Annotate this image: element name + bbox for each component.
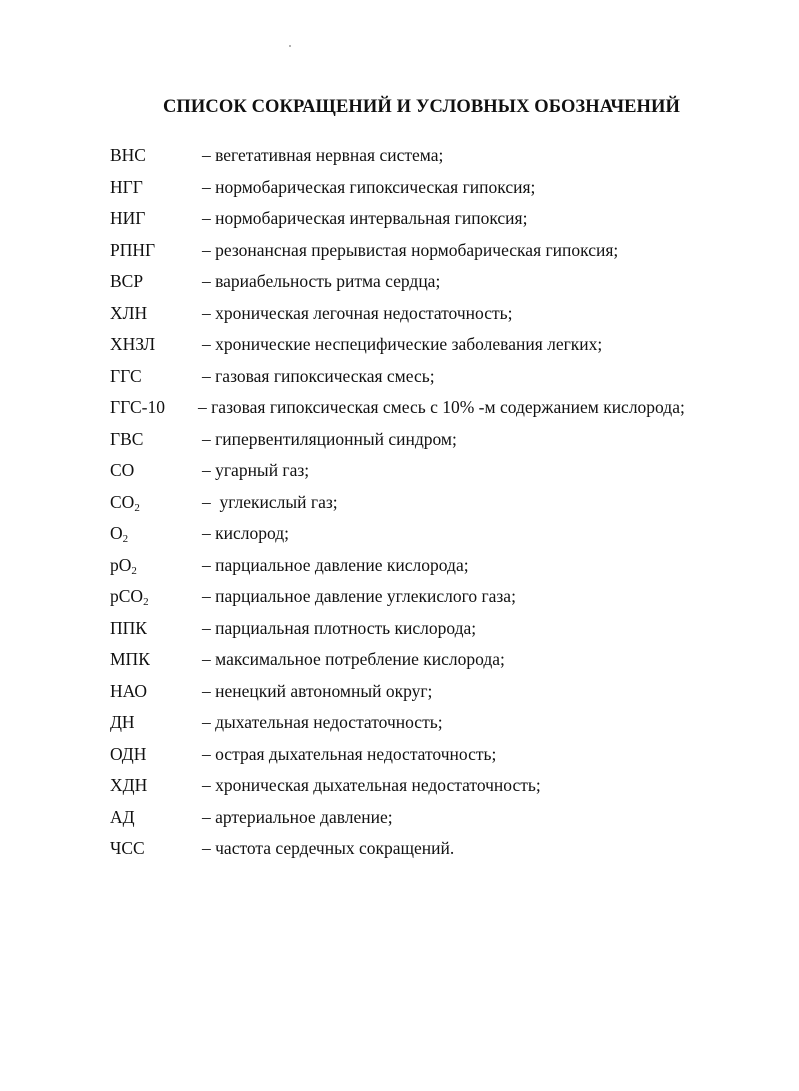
list-item [110,802,770,834]
list-item [110,235,770,267]
term-subscript: 2 [134,501,140,514]
term-subscript: 2 [131,564,137,577]
abbreviation-definition: – углекислый газ; [202,491,338,512]
abbreviation-term [110,518,128,550]
list-item [110,266,770,298]
term-base: СО [110,491,135,512]
page-title: СПИСОК СОКРАЩЕНИЙ И УСЛОВНЫХ ОБОЗНАЧЕНИЙ [162,97,681,117]
abbreviation-term: ГГС-10 [110,397,166,417]
abbreviation-term: ГВС [110,428,144,449]
abbreviation-definition: – дыхательная недостаточность; [202,712,443,732]
list-item [110,172,770,204]
abbreviation-definition: – ненецкий автономный округ; [202,680,433,701]
list-item [110,424,770,456]
abbreviation-definition: – резонансная прерывистая нормобарическая гипоксия; [202,239,619,260]
abbreviation-term: ХЛН [110,302,148,323]
abbreviation-definition: – парциальное давление углекислого газа; [202,586,516,606]
abbreviation-term: НГГ [110,176,143,197]
abbreviation-term: ДН [110,712,135,732]
term-subscript: 2 [143,596,149,608]
abbreviation-list [110,140,770,865]
list-item [110,676,770,708]
list-item [110,613,770,645]
abbreviation-term: ХДН [110,775,148,795]
abbreviation-definition: – нормобарическая гипоксическая гипоксия; [202,176,536,197]
abbreviation-definition: – кислород; [202,523,290,543]
abbreviation-definition: – газовая гипоксическая смесь; [202,365,435,386]
abbreviation-term: ХНЗЛ [110,334,156,354]
list-item [110,770,770,802]
term-base: рО [110,554,132,575]
list-item [110,550,770,582]
abbreviation-term: СО [110,460,135,480]
term-subscript: 2 [122,533,129,545]
abbreviation-term [110,550,137,582]
list-item [110,644,770,676]
abbreviation-definition: – хроническая дыхательная недостаточность; [202,775,541,795]
abbreviation-term: НАО [110,680,148,701]
abbreviation-term: ППК [110,617,147,638]
list-item [110,298,770,330]
abbreviation-definition: – вариабельность ритма сердца; [202,271,441,291]
list-item [110,361,770,393]
abbreviation-term: АД [110,806,135,827]
abbreviation-term: РПНГ [110,239,156,260]
abbreviation-definition: – нормобарическая интервальная гипоксия; [202,208,528,228]
abbreviation-term [110,487,140,519]
list-item [110,392,770,424]
abbreviation-definition: – гипервентиляционный синдром; [202,428,457,449]
list-item [110,581,770,613]
abbreviation-definition: – артериальное давление; [202,806,393,827]
abbreviation-definition: – угарный газ; [202,460,310,480]
abbreviation-definition: – хронические неспецифические заболевания легких; [202,334,603,354]
abbreviation-definition: – парциальная плотность кислорода; [202,617,477,638]
list-item [110,140,770,172]
abbreviation-term: ГГС [110,365,142,386]
list-item [110,329,770,361]
abbreviation-definition: – острая дыхательная недостаточность; [202,743,497,764]
term-base: рСО [110,586,144,606]
scan-speck [289,45,291,47]
list-item [110,707,770,739]
abbreviation-definition: – вегетативная нервная система; [202,145,444,165]
abbreviation-term: ЧСС [110,838,145,858]
abbreviation-definition: – частота сердечных сокращений. [202,838,455,858]
list-item [110,203,770,235]
abbreviation-term [110,581,149,613]
abbreviation-term: ВСР [110,271,144,291]
abbreviation-definition: – хроническая легочная недостаточность; [202,302,513,323]
abbreviation-term: ВНС [110,145,146,165]
abbreviation-definition: – газовая гипоксическая смесь с 10% -м содержанием кислорода; [198,397,685,417]
abbreviation-definition: – максимальное потребление кислорода; [202,649,505,669]
list-item [110,833,770,865]
abbreviation-term: МПК [110,649,150,669]
term-base: О [110,523,123,543]
list-item [110,739,770,771]
abbreviation-term: НИГ [110,208,146,228]
list-item [110,455,770,487]
list-item [110,487,770,519]
abbreviation-definition: – парциальное давление кислорода; [202,554,469,575]
abbreviation-term: ОДН [110,743,147,764]
list-item [110,518,770,550]
